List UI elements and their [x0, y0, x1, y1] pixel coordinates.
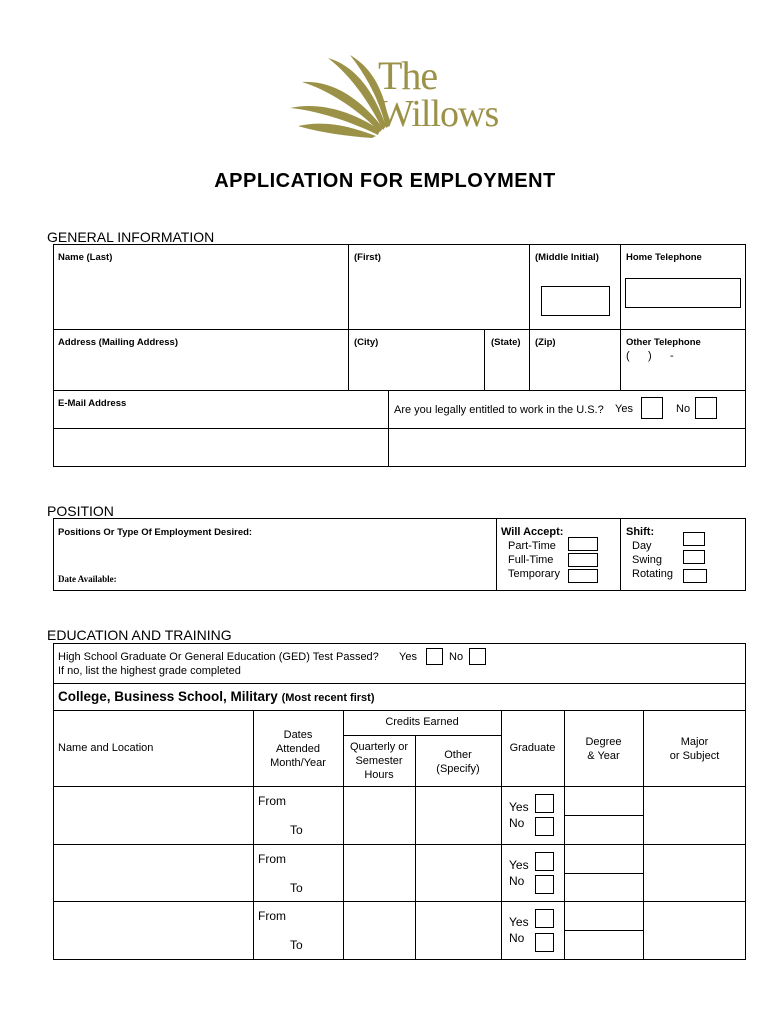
first-name-label: (First) — [354, 252, 381, 263]
hs-graduate-question: High School Graduate Or General Education (GED) Test Passed? — [58, 651, 379, 663]
hs-no-label: No — [449, 651, 464, 663]
state-label: (State) — [491, 337, 521, 348]
general-information-heading: GENERAL INFORMATION — [47, 229, 215, 245]
shift-swing-checkbox[interactable] — [683, 550, 705, 564]
legally-entitled-no-checkbox[interactable] — [695, 397, 717, 419]
col-degree-year: Degree & Year — [585, 736, 622, 762]
logo-text-the: The — [378, 53, 438, 98]
address-label: Address (Mailing Address) — [58, 337, 179, 348]
shift-day-label: Day — [632, 540, 652, 552]
row2-to-label: To — [290, 881, 303, 895]
row3-graduate-no-checkbox[interactable] — [535, 933, 554, 952]
col-other-specify: Other (Specify) — [436, 749, 480, 775]
positions-desired-label: Positions Or Type Of Employment Desired: — [58, 527, 253, 538]
college-note: (Most recent first) — [281, 692, 375, 704]
zip-label: (Zip) — [535, 337, 556, 348]
home-telephone-input[interactable] — [625, 278, 741, 308]
full-time-checkbox[interactable] — [568, 553, 598, 567]
position-heading: POSITION — [47, 503, 114, 519]
legally-entitled-no-label: No — [676, 403, 691, 415]
row2-graduate-yes-label: Yes — [509, 858, 529, 872]
row3-graduate-yes-checkbox[interactable] — [535, 909, 554, 928]
part-time-checkbox[interactable] — [568, 537, 598, 551]
middle-initial-label: (Middle Initial) — [535, 252, 599, 263]
page-title: APPLICATION FOR EMPLOYMENT — [214, 170, 556, 192]
other-telephone-label: Other Telephone — [626, 337, 701, 348]
row1-graduate-no-label: No — [509, 816, 525, 830]
row1-graduate-no-checkbox[interactable] — [535, 817, 554, 836]
col-dates-attended: Dates Attended Month/Year — [270, 729, 326, 769]
part-time-label: Part-Time — [508, 540, 556, 552]
row2-graduate-yes-checkbox[interactable] — [535, 852, 554, 871]
hs-yes-checkbox[interactable] — [426, 648, 443, 665]
col-graduate: Graduate — [509, 742, 556, 754]
row3-to-label: To — [290, 938, 303, 952]
temporary-label: Temporary — [508, 568, 560, 580]
shift-label: Shift: — [626, 526, 655, 538]
row1-graduate-yes-label: Yes — [509, 800, 529, 814]
will-accept-label: Will Accept: — [501, 526, 564, 538]
hs-followup-text: If no, list the highest grade completed — [58, 665, 241, 677]
row1-from-label: From — [258, 794, 286, 808]
col-quarterly-hours: Quarterly or Semester Hours — [349, 741, 409, 781]
hs-yes-label: Yes — [399, 651, 417, 663]
middle-initial-input[interactable] — [541, 286, 610, 316]
row1-graduate-yes-checkbox[interactable] — [535, 794, 554, 813]
city-label: (City) — [354, 337, 379, 348]
row3-graduate-yes-label: Yes — [509, 915, 529, 929]
date-available-label: Date Available: — [58, 574, 117, 584]
shift-rotating-checkbox[interactable] — [683, 569, 707, 583]
col-credits-earned: Credits Earned — [385, 716, 459, 728]
other-telephone-format: ( ) - — [626, 350, 674, 362]
education-heading: EDUCATION AND TRAINING — [47, 627, 232, 643]
col-major-subject: Major or Subject — [669, 736, 720, 762]
full-time-label: Full-Time — [508, 554, 554, 566]
row3-graduate-no-label: No — [509, 931, 525, 945]
legally-entitled-question: Are you legally entitled to work in the U.S.? — [394, 404, 604, 416]
logo-text-willows: Willows — [378, 93, 499, 135]
home-telephone-label: Home Telephone — [626, 252, 702, 263]
row2-graduate-no-checkbox[interactable] — [535, 875, 554, 894]
col-name-location: Name and Location — [58, 742, 154, 754]
row3-from-label: From — [258, 909, 286, 923]
row2-graduate-no-label: No — [509, 874, 525, 888]
college-heading: College, Business School, Military (Most recent first) — [58, 689, 375, 704]
row2-from-label: From — [258, 852, 286, 866]
email-label: E-Mail Address — [58, 398, 127, 409]
legally-entitled-yes-checkbox[interactable] — [641, 397, 663, 419]
temporary-checkbox[interactable] — [568, 569, 598, 583]
shift-day-checkbox[interactable] — [683, 532, 705, 546]
hs-no-checkbox[interactable] — [469, 648, 486, 665]
shift-swing-label: Swing — [632, 554, 662, 566]
shift-rotating-label: Rotating — [632, 568, 673, 580]
name-last-label: Name (Last) — [58, 252, 113, 263]
row1-to-label: To — [290, 823, 303, 837]
legally-entitled-yes-label: Yes — [615, 403, 633, 415]
